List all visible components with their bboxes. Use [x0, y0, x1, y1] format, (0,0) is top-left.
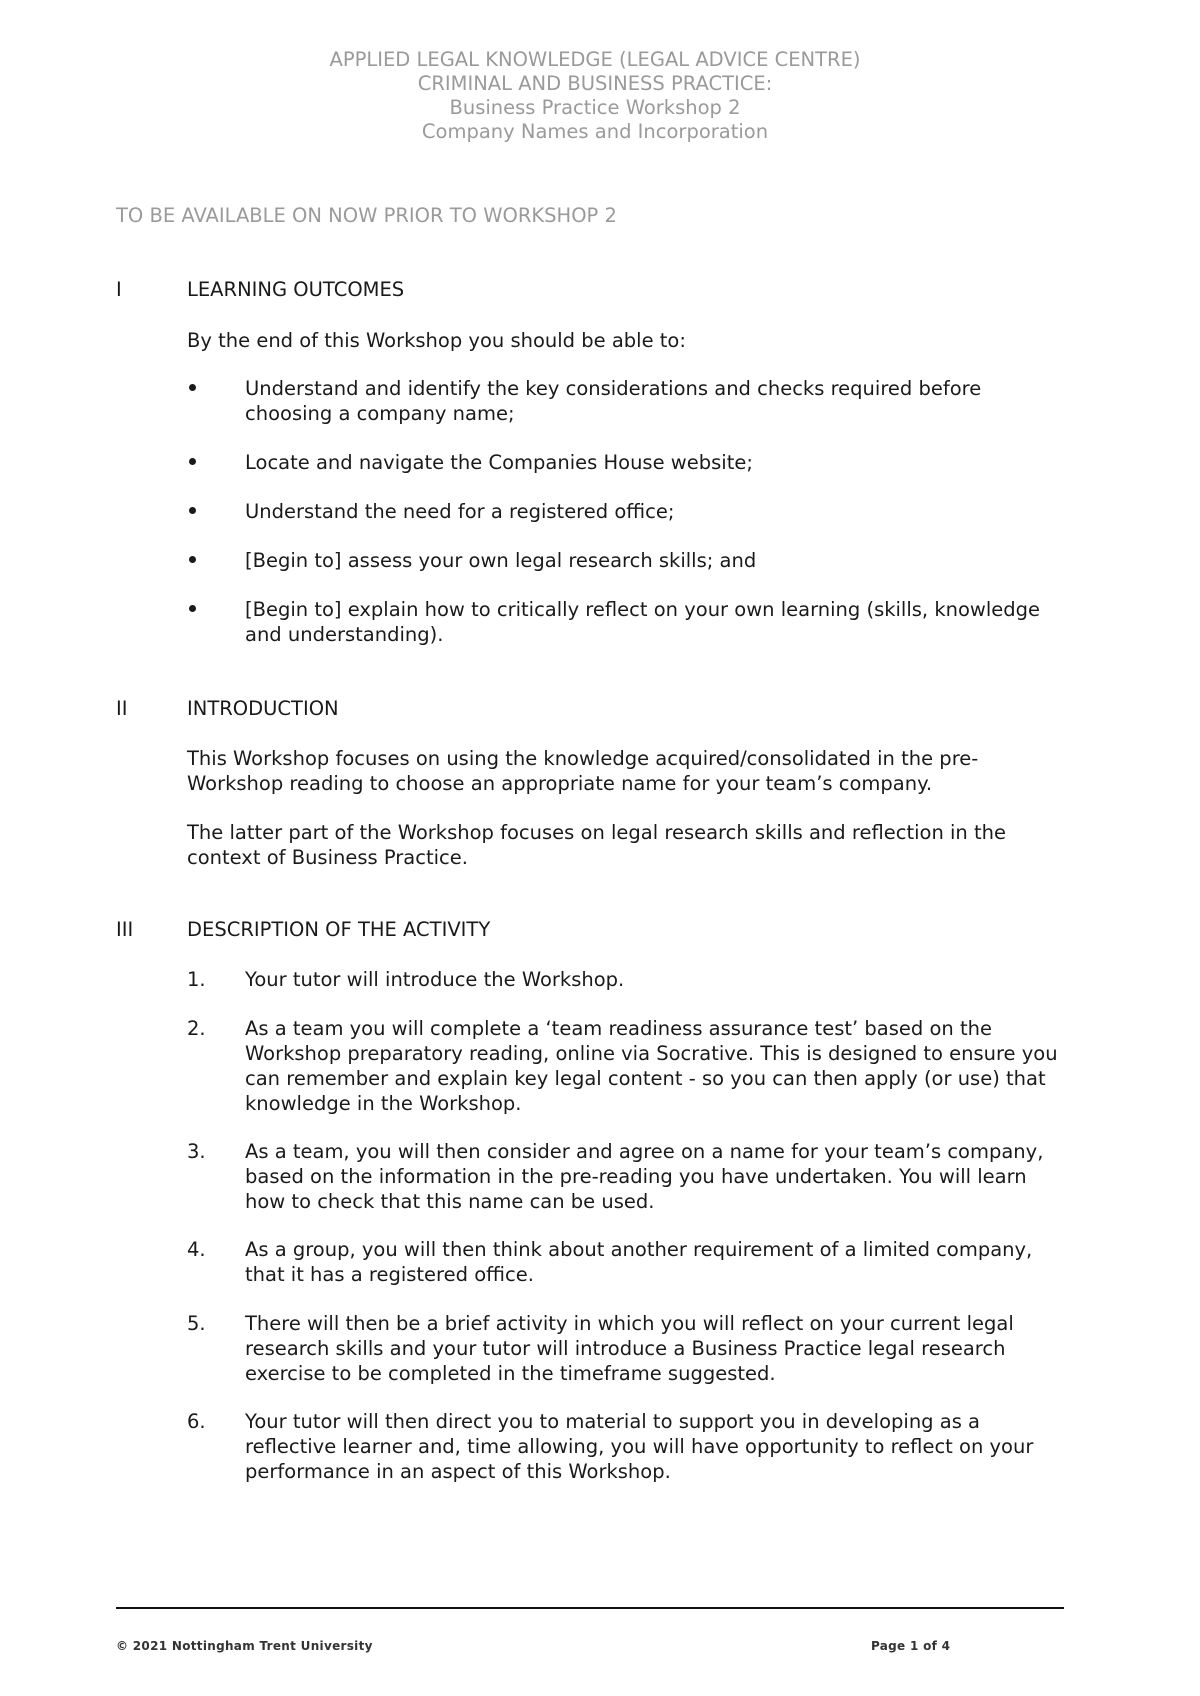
section-number: III	[116, 918, 134, 941]
step-number: 6.	[187, 1410, 206, 1433]
section-title: DESCRIPTION OF THE ACTIVITY	[187, 918, 491, 941]
bullet-icon	[187, 548, 196, 573]
list-item	[187, 499, 1067, 524]
section-title: INTRODUCTION	[187, 697, 339, 720]
step-number: 4.	[187, 1238, 206, 1261]
list-item-text: [Begin to] explain how to critically reflect on your own learning (skills, knowledge and understanding).	[245, 598, 1041, 646]
list-item	[187, 597, 1067, 647]
list-item-text: Understand and identify the key considerations and checks required before choosing a company name;	[245, 377, 982, 425]
list-item	[187, 1016, 1067, 1116]
step-number: 1.	[187, 968, 206, 991]
list-item-text: As a team, you will then consider and agree on a name for your team’s company, based on the information in the pre-reading you have undertaken. You will learn how to check that this name can be used.	[245, 1140, 1044, 1213]
list-item-text: Locate and navigate the Companies House website;	[245, 451, 753, 474]
availability-note: TO BE AVAILABLE ON NOW PRIOR TO WORKSHOP 2	[116, 204, 617, 227]
document-header	[0, 48, 1190, 144]
list-item-text: Understand the need for a registered office;	[245, 500, 675, 523]
header-course-title: APPLIED LEGAL KNOWLEDGE (LEGAL ADVICE CENTRE)	[329, 48, 861, 71]
list-item	[187, 450, 1067, 475]
footer-copyright: © 2021 Nottingham Trent University	[116, 1639, 373, 1653]
list-item	[187, 1409, 1067, 1484]
introduction-paragraph: The latter part of the Workshop focuses on legal research skills and reflection in the context of Business Practice.	[187, 821, 1006, 869]
section-title: LEARNING OUTCOMES	[187, 278, 405, 301]
section-number: II	[116, 697, 128, 720]
list-item-text: Your tutor will then direct you to material to support you in developing as a reflective learner and, time allowing, you will have opportunity to reflect on your performance in an aspect of this Workshop.	[245, 1410, 1034, 1483]
list-item-text: There will then be a brief activity in which you will reflect on your current legal research skills and your tutor will introduce a Business Practice legal research exercise to be completed in the timeframe suggested.	[245, 1312, 1014, 1385]
footer-page-number: Page 1 of 4	[871, 1639, 951, 1653]
list-item	[187, 1237, 1067, 1287]
learning-outcomes-intro: By the end of this Workshop you should be able to:	[187, 329, 686, 352]
header-module-title: CRIMINAL AND BUSINESS PRACTICE:	[417, 72, 773, 95]
bullet-icon	[187, 376, 196, 401]
step-number: 5.	[187, 1312, 206, 1335]
bullet-icon	[187, 597, 196, 622]
list-item	[187, 967, 1067, 992]
step-number: 2.	[187, 1017, 206, 1040]
bullet-icon	[187, 450, 196, 475]
list-item	[187, 1311, 1067, 1386]
header-topic-title: Company Names and Incorporation	[421, 120, 769, 143]
list-item	[187, 548, 1067, 573]
section-number: I	[116, 278, 122, 301]
list-item-text: Your tutor will introduce the Workshop.	[245, 968, 625, 991]
list-item-text: As a team you will complete a ‘team readiness assurance test’ based on the Workshop preparatory reading, online via Socrative. This is designed to ensure you can remember and explain key legal content - so you can then apply (or use) that knowledge in the Workshop.	[245, 1017, 1058, 1115]
list-item	[187, 1139, 1067, 1214]
list-item-text: As a group, you will then think about another requirement of a limited company, that it has a registered office.	[245, 1238, 1033, 1286]
header-workshop-title: Business Practice Workshop 2	[449, 96, 741, 119]
list-item	[187, 376, 1067, 426]
step-number: 3.	[187, 1140, 206, 1163]
footer-divider	[116, 1607, 1064, 1609]
introduction-paragraph: This Workshop focuses on using the knowledge acquired/consolidated in the pre-Workshop reading to choose an appropriate name for your team’s company.	[187, 747, 979, 795]
bullet-icon	[187, 499, 196, 524]
list-item-text: [Begin to] assess your own legal research skills; and	[245, 549, 757, 572]
